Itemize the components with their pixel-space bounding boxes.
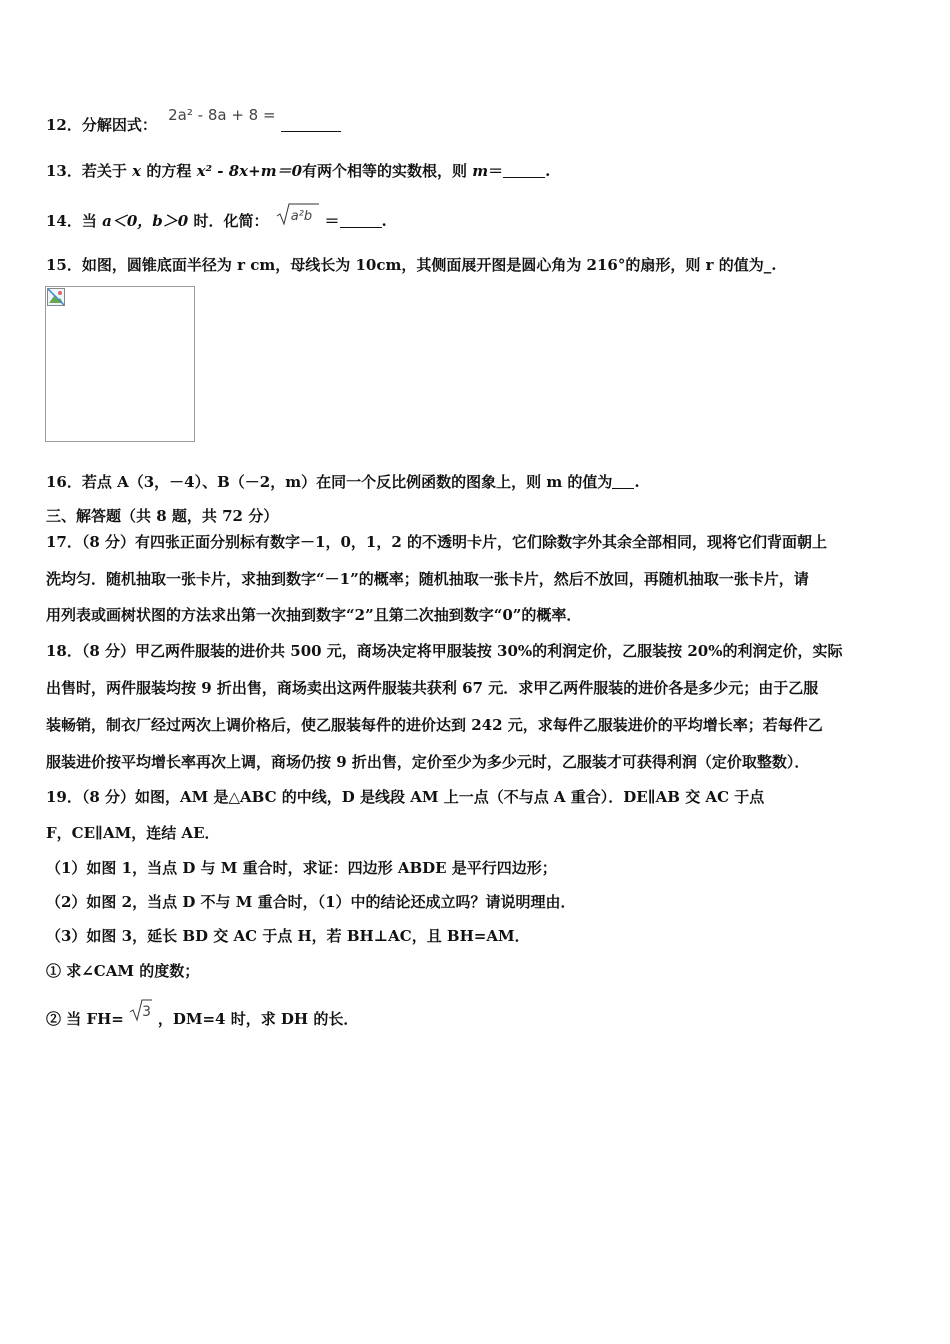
question-19-sub-1: ① 求∠CAM 的度数； [46,962,200,980]
question-13-text-3: 有两个相等的实数根，则 [302,162,468,180]
question-13-text-2: 的方程 [146,162,192,180]
question-19-part-1: （1）如图 1，当点 D 与 M 重合时，求证：四边形 ABDE 是平行四边形； [46,859,557,877]
question-14-text-1: 当 [81,212,97,230]
question-18-line-3: 装畅销，制衣厂经过两次上调价格后，使乙服装每件的进价达到 242 元，求每件乙服装进价的平均增长率；若每件乙 [46,716,823,734]
section-3-heading: 三、解答题（共 8 题，共 72 分） [46,507,279,525]
question-18-line-2: 出售时，两件服装均按 9 折出售，商场卖出这两件服装共获利 67 元．求甲乙两件服装的进价各是多少元；由于乙服 [46,679,819,697]
question-13-text-1: 若关于 [81,162,127,180]
question-19-part-3: （3）如图 3，延长 BD 交 AC 于点 H，若 BH⊥AC，且 BH=AM． [46,927,530,945]
question-17-line-3: 用列表或画树状图的方法求出第一次抽到数字“2”且第二次抽到数字“0”的概率． [46,606,582,624]
question-13 [46,162,550,180]
answer-blank-13[interactable] [503,163,545,178]
question-12-label: 分解因式： [81,116,157,134]
question-14-number: 14． [46,212,82,230]
question-16 [46,473,640,491]
question-14-text-2: 时．化简： [193,212,269,230]
radicand: a²b [290,209,313,224]
question-14-condition: a＜0，b＞0 [102,212,189,230]
question-12 [46,106,341,134]
sqrt-expression [276,204,325,222]
variable-m: m [472,162,489,180]
question-15 [46,256,776,274]
question-16-number: 16． [46,473,82,491]
question-12-number: 12． [46,116,82,134]
question-14 [46,210,387,234]
question-15-figure [45,286,195,442]
answer-blank-12[interactable] [281,117,341,132]
answer-blank-14[interactable] [340,213,382,228]
question-17-line-2: 洗均匀．随机抽取一张卡片，求抽到数字“－1”的概率；随机抽取一张卡片，然后不放回，再随机抽取一张卡片，请 [46,570,809,588]
variable-x: x [132,162,142,180]
question-13-equation: x² - 8x+m＝0 [196,162,303,180]
question-18-line-4: 服装进价按平均增长率再次上调，商场仍按 9 折出售，定价至少为多少元时，乙服装才可获得利润（定价取整数）． [46,753,810,771]
question-12-expression: 2a² - 8a + 8 = [168,106,276,124]
question-13-end: . [545,162,551,180]
question-13-number: 13． [46,162,82,180]
question-16-text: 若点 A（3，－4）、B（－2，m）在同一个反比例函数的图象上，则 m 的值为 [81,473,613,491]
question-19-line-1: 19．（8 分）如图，AM 是△ABC 的中线，D 是线段 AM 上一点（不与点 A 重合）．DE∥AB 交 AC 于点 [46,788,765,806]
sqrt-three [129,1000,158,1018]
radicand-three: 3 [142,1004,151,1020]
question-16-end: . [634,473,640,491]
question-15-number: 15． [46,256,82,274]
question-15-text: 如图，圆锥底面半径为 r cm，母线长为 10cm，其侧面展开图是圆心角为 216°的扇形，则 r 的值为_. [81,256,777,274]
question-19-part-2: （2）如图 2，当点 D 不与 M 重合时，（1）中的结论还成立吗？请说明理由． [46,893,576,911]
question-19-line-2: F，CE∥AM，连结 AE． [46,824,220,842]
answer-blank-16[interactable] [612,474,634,489]
question-14-end: . [381,212,387,230]
question-18-line-1: 18．（8 分）甲乙两件服装的进价共 500 元，商场决定将甲服装按 30%的利润定价，乙服装按 20%的利润定价，实际 [46,642,843,660]
question-19-sub-2-text-b: ，DM=4 时，求 DH 的长． [157,1010,359,1028]
question-19-sub-2-text-a: ② 当 FH= [46,1010,124,1028]
question-14-equals: ＝ [324,212,340,230]
question-19-sub-2 [46,1004,359,1032]
question-13-equals: ＝ [488,162,504,180]
question-17-line-1: 17．（8 分）有四张正面分别标有数字－1，0，1，2 的不透明卡片，它们除数字外其余全部相同，现将它们背面朝上 [46,533,828,551]
broken-image-icon [47,288,65,306]
